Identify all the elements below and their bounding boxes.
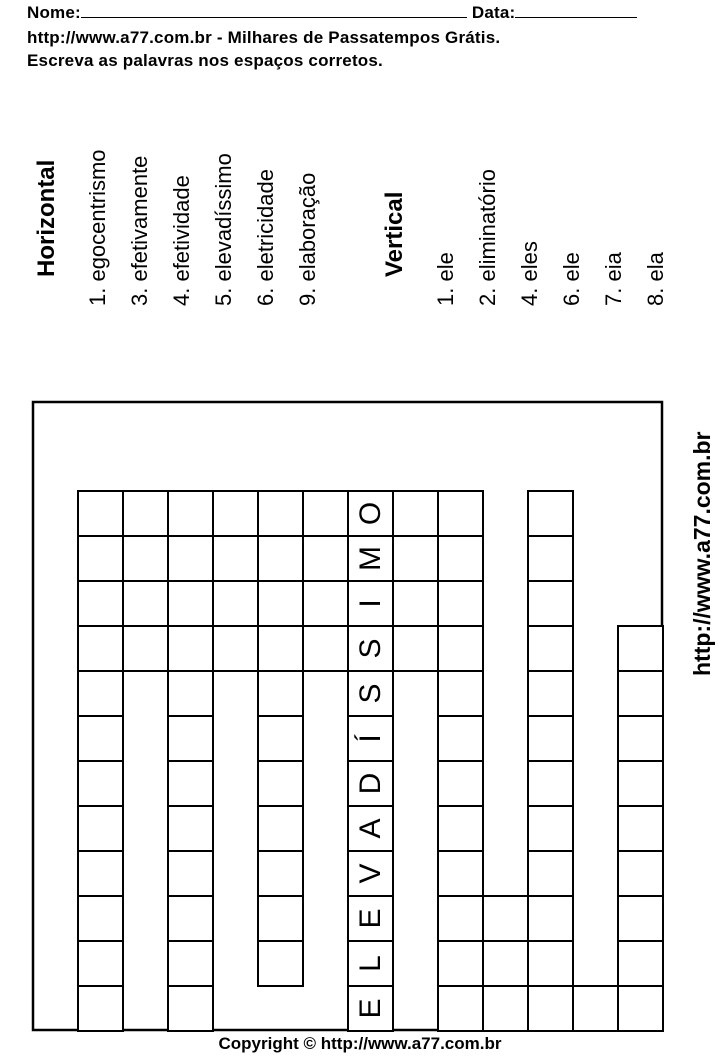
grid-cell[interactable] xyxy=(438,626,483,671)
grid-cell[interactable] xyxy=(438,491,483,536)
vertical-clue-4: 6. ele xyxy=(559,252,584,306)
horizontal-clue-3: 4. efetividade xyxy=(169,175,194,306)
grid-cell[interactable] xyxy=(528,626,573,671)
grid-cell[interactable] xyxy=(483,896,528,941)
vertical-clue-2: 2. eliminatório xyxy=(475,169,500,306)
grid-cell[interactable] xyxy=(78,761,123,806)
grid-cell[interactable] xyxy=(438,536,483,581)
grid-cell[interactable] xyxy=(618,716,663,761)
grid-cell[interactable] xyxy=(528,941,573,986)
grid-cell[interactable] xyxy=(258,761,303,806)
grid-cell[interactable] xyxy=(438,581,483,626)
grid-cell[interactable] xyxy=(78,941,123,986)
grid-cell[interactable] xyxy=(168,986,213,1031)
copyright-footer: Copyright © http://www.a77.com.br xyxy=(218,1034,502,1053)
grid-cell[interactable] xyxy=(528,491,573,536)
grid-cell[interactable] xyxy=(123,491,168,536)
grid-cell[interactable] xyxy=(528,581,573,626)
grid-cell[interactable] xyxy=(213,536,258,581)
grid-cell[interactable] xyxy=(258,896,303,941)
name-label: Nome: xyxy=(27,3,81,22)
grid-cell[interactable] xyxy=(258,716,303,761)
grid-cell[interactable] xyxy=(618,851,663,896)
grid-cell[interactable] xyxy=(168,896,213,941)
grid-cell[interactable] xyxy=(528,851,573,896)
grid-cell[interactable] xyxy=(258,806,303,851)
instruction-line: Escreva as palavras nos espaços corretos. xyxy=(27,51,383,70)
grid-cell[interactable] xyxy=(393,491,438,536)
grid-cell[interactable] xyxy=(168,806,213,851)
grid-cell[interactable] xyxy=(78,806,123,851)
horizontal-clue-1: 1. egocentrismo xyxy=(85,149,110,306)
puzzle-letter: D xyxy=(354,772,387,795)
grid-cell[interactable] xyxy=(78,581,123,626)
grid-cell[interactable] xyxy=(528,671,573,716)
grid-cell[interactable] xyxy=(618,896,663,941)
grid-cell[interactable] xyxy=(78,491,123,536)
vertical-clue-1: 1. ele xyxy=(433,252,458,306)
grid-cell[interactable] xyxy=(528,896,573,941)
grid-cell[interactable] xyxy=(78,896,123,941)
puzzle-letter: E xyxy=(354,998,387,1019)
vertical-clue-3: 4. eles xyxy=(517,241,542,306)
grid-cell[interactable] xyxy=(528,806,573,851)
grid-cell[interactable] xyxy=(258,626,303,671)
grid-cell[interactable] xyxy=(168,536,213,581)
grid-cell[interactable] xyxy=(438,896,483,941)
grid-cell[interactable] xyxy=(168,941,213,986)
grid-cell[interactable] xyxy=(438,986,483,1031)
grid-cell[interactable] xyxy=(168,626,213,671)
puzzle-letter: L xyxy=(354,955,387,972)
grid-cell[interactable] xyxy=(438,941,483,986)
vertical-title: Vertical xyxy=(381,191,408,277)
puzzle-letter: I xyxy=(354,599,387,608)
grid-cell[interactable] xyxy=(258,671,303,716)
grid-cell[interactable] xyxy=(168,581,213,626)
grid-cell[interactable] xyxy=(528,761,573,806)
grid-cell[interactable] xyxy=(258,581,303,626)
grid-cell[interactable] xyxy=(303,536,348,581)
grid-cell[interactable] xyxy=(213,581,258,626)
grid-cell[interactable] xyxy=(438,716,483,761)
grid-cell[interactable] xyxy=(393,626,438,671)
grid-cell[interactable] xyxy=(528,716,573,761)
grid-cell[interactable] xyxy=(618,941,663,986)
grid-cell[interactable] xyxy=(438,806,483,851)
grid-cell[interactable] xyxy=(483,941,528,986)
grid-cell[interactable] xyxy=(618,986,663,1031)
grid-cell[interactable] xyxy=(393,536,438,581)
grid-cell[interactable] xyxy=(78,986,123,1031)
puzzle-letter: Í xyxy=(354,734,387,743)
grid-cell[interactable] xyxy=(168,851,213,896)
grid-cell[interactable] xyxy=(258,851,303,896)
grid-cell[interactable] xyxy=(168,716,213,761)
side-url: http://www.a77.com.br xyxy=(689,431,715,676)
grid-cell[interactable] xyxy=(78,536,123,581)
grid-cell[interactable] xyxy=(258,536,303,581)
horizontal-clue-6: 9. elaboração xyxy=(295,172,320,306)
vertical-clue-6: 8. ela xyxy=(643,252,668,306)
grid-cell[interactable] xyxy=(123,626,168,671)
grid-cell[interactable] xyxy=(528,536,573,581)
grid-cell[interactable] xyxy=(438,851,483,896)
puzzle-letter: O xyxy=(354,501,387,526)
puzzle-letter: M xyxy=(354,546,387,571)
grid-cell[interactable] xyxy=(483,986,528,1031)
horizontal-clue-5: 6. eletricidade xyxy=(253,169,278,306)
grid-cell[interactable] xyxy=(618,671,663,716)
grid-cell[interactable] xyxy=(213,491,258,536)
grid-cell[interactable] xyxy=(303,491,348,536)
grid-cell[interactable] xyxy=(168,491,213,536)
grid-cell[interactable] xyxy=(78,716,123,761)
puzzle-letter: V xyxy=(354,863,387,884)
grid-cell[interactable] xyxy=(573,986,618,1031)
grid-cell[interactable] xyxy=(258,491,303,536)
vertical-clue-5: 7. eia xyxy=(601,252,626,306)
horizontal-clue-4: 5. elevadíssimo xyxy=(211,153,236,306)
grid-cell[interactable] xyxy=(528,986,573,1031)
grid-cell[interactable] xyxy=(78,851,123,896)
grid-cell[interactable] xyxy=(78,626,123,671)
puzzle-letter: S xyxy=(354,683,387,704)
site-line: http://www.a77.com.br - Milhares de Passatempos Grátis. xyxy=(27,28,501,47)
horizontal-title: Horizontal xyxy=(33,159,60,277)
grid-cell[interactable] xyxy=(168,761,213,806)
grid-cell[interactable] xyxy=(438,761,483,806)
grid-cell[interactable] xyxy=(123,536,168,581)
grid-cell[interactable] xyxy=(618,761,663,806)
grid-cell[interactable] xyxy=(618,806,663,851)
puzzle-letter: E xyxy=(354,908,387,929)
puzzle-letter: S xyxy=(354,638,387,659)
grid-cell[interactable] xyxy=(438,671,483,716)
grid-cell[interactable] xyxy=(168,671,213,716)
grid-cell[interactable] xyxy=(258,941,303,986)
puzzle-letter: A xyxy=(354,818,387,839)
grid-cell[interactable] xyxy=(303,581,348,626)
grid-cell[interactable] xyxy=(213,626,258,671)
crossword-grid xyxy=(78,491,663,1031)
grid-cell[interactable] xyxy=(78,671,123,716)
grid-cell[interactable] xyxy=(618,626,663,671)
grid-cell[interactable] xyxy=(123,581,168,626)
grid-cell[interactable] xyxy=(303,626,348,671)
grid-cell[interactable] xyxy=(393,581,438,626)
horizontal-clue-2: 3. efetivamente xyxy=(127,155,152,306)
date-label: Data: xyxy=(471,3,516,22)
